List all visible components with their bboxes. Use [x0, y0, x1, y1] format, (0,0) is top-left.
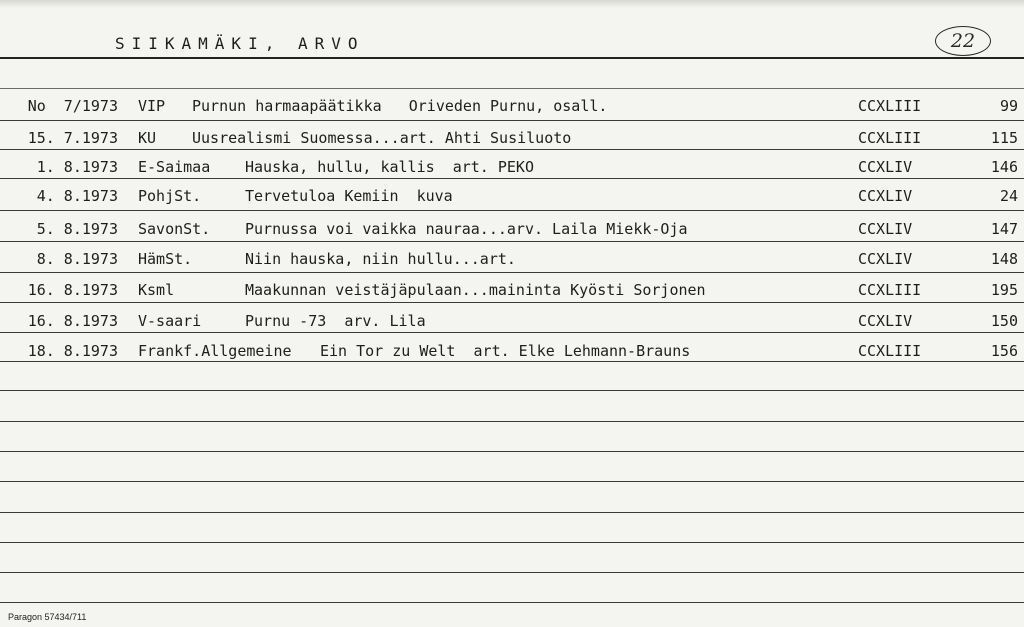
ruled-line [0, 512, 1024, 513]
entry-page: 115 [990, 129, 1018, 147]
ruled-line [0, 361, 1024, 362]
entry-page: 24 [999, 187, 1018, 205]
card-title: SIIKAMÄKI, ARVO [115, 34, 365, 53]
entry-newspaper: Frankf.Allgemeine [138, 342, 292, 360]
entry-page: 156 [990, 342, 1018, 360]
entry-title: Maakunnan veistäjäpulaan...maininta Kyösti Sorjonen [245, 281, 706, 299]
entry-date: 18. 8.1973 [27, 342, 118, 360]
entry-page: 195 [990, 281, 1018, 299]
ruled-line [0, 272, 1024, 273]
ruled-line [0, 88, 1024, 89]
entry-title: Hauska, hullu, kallis art. PEKO [245, 158, 534, 176]
entry-page: 99 [999, 97, 1018, 115]
entry-volume: CCXLIV [858, 220, 913, 238]
entry-newspaper: Ksml [138, 281, 175, 299]
ruled-line [0, 210, 1024, 211]
ruled-line [0, 481, 1024, 482]
entry-newspaper: VIP [138, 97, 166, 115]
card-top-edge [0, 0, 1024, 8]
ruled-line [0, 241, 1024, 242]
entry-newspaper: HämSt. [138, 250, 193, 268]
entry-row [0, 181, 1024, 211]
entry-volume: CCXLIV [858, 312, 913, 330]
ruled-line [0, 421, 1024, 422]
entry-title: Purnussa voi vaikka nauraa...arv. Laila Miekk-Oja [245, 220, 688, 238]
printer-imprint: Paragon 57434/711 [8, 612, 87, 622]
entry-newspaper: KU [138, 129, 157, 147]
entry-page: 148 [990, 250, 1018, 268]
entry-title: Purnu -73 arv. Lila [245, 312, 426, 330]
ruled-line [0, 542, 1024, 543]
ruled-line [0, 572, 1024, 573]
entry-date: 1. 8.1973 [36, 158, 118, 176]
entry-date: 15. 7.1973 [27, 129, 118, 147]
entry-volume: CCXLIII [858, 97, 922, 115]
entry-volume: CCXLIII [858, 129, 922, 147]
entry-date: 4. 8.1973 [36, 187, 118, 205]
ruled-line [0, 332, 1024, 333]
entry-title: Ein Tor zu Welt art. Elke Lehmann-Brauns [320, 342, 691, 360]
entry-page: 147 [990, 220, 1018, 238]
ruled-line [0, 451, 1024, 452]
ruled-line [0, 120, 1024, 121]
entry-row [0, 214, 1024, 244]
entry-newspaper: E-Saimaa [138, 158, 211, 176]
entry-page: 150 [990, 312, 1018, 330]
entry-volume: CCXLIV [858, 158, 913, 176]
entry-title: Uusrealismi Suomessa...art. Ahti Susiluoto [192, 129, 572, 147]
ruled-line [0, 149, 1024, 150]
header-rule [0, 57, 1024, 59]
ruled-line [0, 390, 1024, 391]
entry-volume: CCXLIII [858, 281, 922, 299]
entry-date: 16. 8.1973 [27, 312, 118, 330]
entry-volume: CCXLIV [858, 250, 913, 268]
entry-row [0, 275, 1024, 305]
entry-newspaper: SavonSt. [138, 220, 211, 238]
entry-title: Purnun harmaapäätikka Oriveden Purnu, osall. [192, 97, 608, 115]
entry-row [0, 244, 1024, 274]
entry-newspaper: PohjSt. [138, 187, 202, 205]
entry-date: 16. 8.1973 [27, 281, 118, 299]
entry-title: Niin hauska, niin hullu...art. [245, 250, 516, 268]
entry-newspaper: V-saari [138, 312, 202, 330]
entry-date: No 7/1973 [27, 97, 118, 115]
entry-date: 5. 8.1973 [36, 220, 118, 238]
entry-title: Tervetuloa Kemiin kuva [245, 187, 453, 205]
entry-volume: CCXLIII [858, 342, 922, 360]
ruled-line [0, 602, 1024, 603]
entry-date: 8. 8.1973 [36, 250, 118, 268]
ruled-line [0, 302, 1024, 303]
entry-row [0, 91, 1024, 121]
entry-volume: CCXLIV [858, 187, 913, 205]
card-number-circle: 22 [935, 26, 991, 56]
entry-page: 146 [990, 158, 1018, 176]
ruled-line [0, 178, 1024, 179]
